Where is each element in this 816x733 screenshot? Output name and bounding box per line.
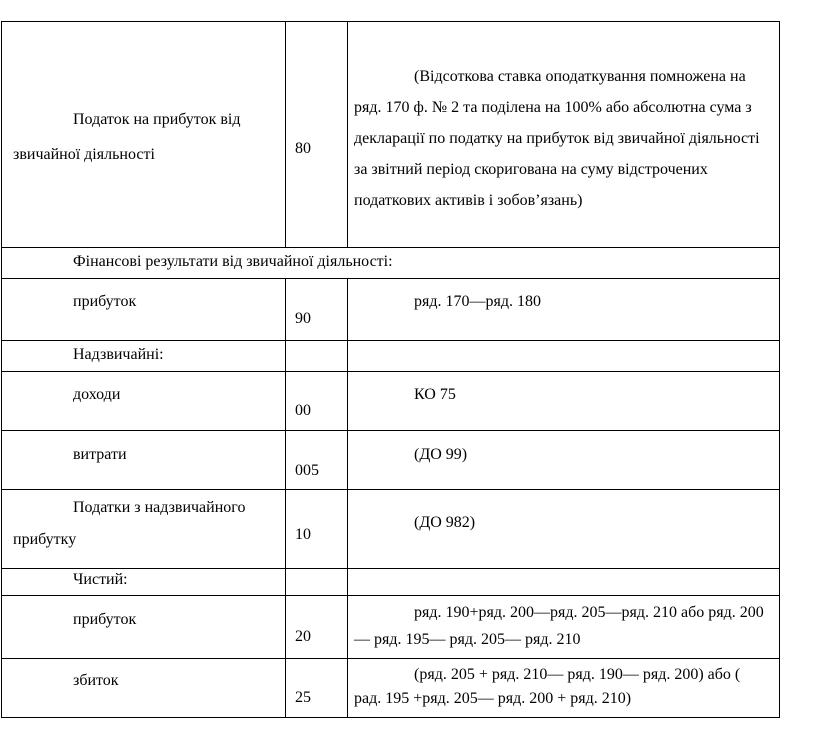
table-row [2, 659, 780, 718]
row-label: Податки з надзвичайного прибутку [13, 499, 246, 548]
row-code: 00 [295, 402, 311, 419]
table-row [2, 596, 780, 659]
row-description: (ряд. 205 + ряд. 210— ряд. 190— ряд. 200) або ( рад. 195 +ряд. 205— ряд. 200 + ряд. 210) [354, 666, 741, 707]
row-description: (ДО 982) [414, 514, 476, 531]
row-description: (ДО 99) [414, 446, 468, 463]
financial-results-table [1, 21, 780, 718]
row-label-cell [2, 659, 286, 718]
row-code: 90 [295, 310, 311, 327]
row-description-cell [348, 372, 780, 431]
table-row [2, 341, 780, 372]
row-label: Податок на прибуток від звичайної діяльності [13, 111, 241, 163]
row-code-cell [286, 490, 348, 569]
table-row [2, 22, 780, 248]
table-row [2, 279, 780, 341]
row-code: 80 [295, 140, 311, 157]
row-description: ряд. 190+ряд. 200—ряд. 205—ряд. 210 або ряд. 200— ряд. 195— ряд. 205— ряд. 210 [354, 604, 764, 648]
row-code-cell [286, 569, 348, 596]
row-description-cell [348, 22, 780, 248]
section-header-cell [2, 248, 780, 279]
row-label-cell [2, 490, 286, 569]
row-code: 10 [295, 526, 311, 543]
row-label-cell [2, 372, 286, 431]
table-row [2, 490, 780, 569]
row-label: доходи [73, 386, 121, 403]
row-label-cell [2, 341, 286, 372]
row-label-cell [2, 431, 286, 490]
row-code-cell [286, 596, 348, 659]
table-row [2, 431, 780, 490]
row-description-cell [348, 596, 780, 659]
row-label: прибуток [73, 293, 137, 310]
row-label-cell [2, 596, 286, 659]
row-description-cell [348, 279, 780, 341]
row-description-cell [348, 341, 780, 372]
row-description: КО 75 [414, 386, 456, 403]
table-row [2, 248, 780, 279]
row-description-cell [348, 431, 780, 490]
row-description: (Відсоткова ставка оподаткування помножена на ряд. 170 ф. № 2 та поділена на 100% або абсолютна сума з декларації по податку на прибуток від звичайної діяльності за звітний період скоригована на суму відстрочених податкових активів і зобов’язань) [354, 68, 760, 209]
section-header: Фінансові результати від звичайної діяльності: [73, 253, 393, 270]
row-label: Надзвичайні: [73, 346, 164, 363]
row-description-cell [348, 490, 780, 569]
row-description-cell [348, 659, 780, 718]
table-row [2, 569, 780, 596]
row-description-cell [348, 569, 780, 596]
row-description: ряд. 170—ряд. 180 [414, 293, 541, 310]
row-code-cell [286, 279, 348, 341]
row-code-cell [286, 431, 348, 490]
row-label-cell [2, 279, 286, 341]
row-label: прибуток [73, 611, 137, 628]
row-label: витрати [73, 446, 127, 463]
row-code: 005 [295, 462, 319, 479]
row-code-cell [286, 22, 348, 248]
row-label-cell [2, 22, 286, 248]
row-code: 20 [295, 628, 311, 645]
row-code-cell [286, 659, 348, 718]
row-label-cell [2, 569, 286, 596]
row-code-cell [286, 372, 348, 431]
row-label: збиток [73, 672, 119, 689]
row-code-cell [286, 341, 348, 372]
row-code: 25 [295, 689, 311, 706]
table-row [2, 372, 780, 431]
row-label: Чистий: [73, 571, 128, 588]
